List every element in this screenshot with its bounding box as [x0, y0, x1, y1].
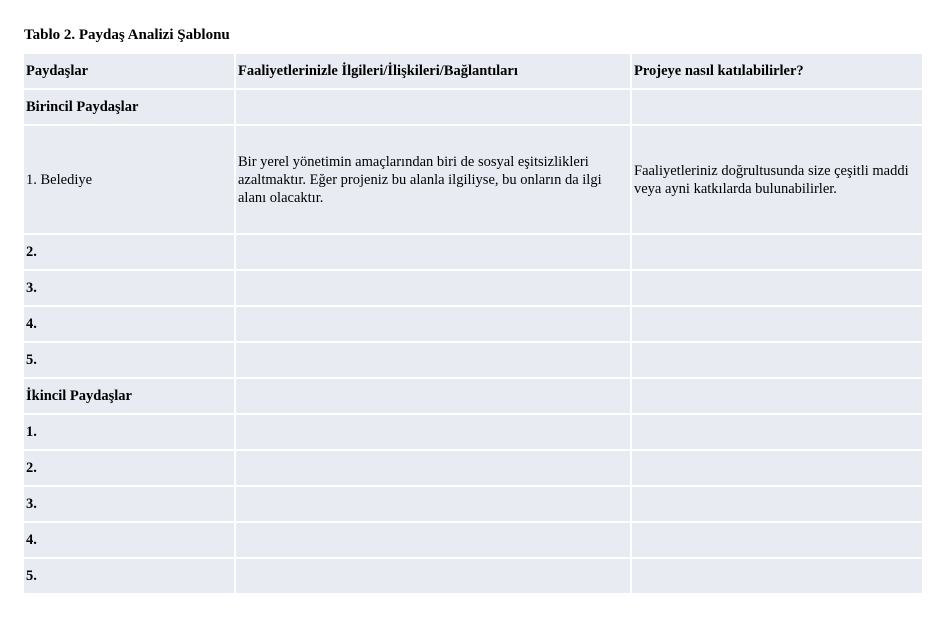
- relation-cell: [235, 558, 631, 594]
- table-row: [23, 125, 923, 234]
- section-title-secondary: İkincil Paydaşlar: [23, 378, 235, 414]
- relation-cell: [235, 522, 631, 558]
- table-row: [23, 234, 923, 270]
- table-cell: [235, 89, 631, 125]
- stakeholder-name-cell: 4.: [23, 306, 235, 342]
- table-header-row: [23, 53, 923, 89]
- table-cell: [631, 89, 923, 125]
- header-stakeholders: Paydaşlar: [23, 53, 235, 89]
- relation-cell: [235, 342, 631, 378]
- stakeholder-name-cell: 3.: [23, 270, 235, 306]
- table-row: [23, 342, 923, 378]
- table-row: [23, 414, 923, 450]
- section-title-primary: Birincil Paydaşlar: [23, 89, 235, 125]
- stakeholder-analysis-table: [22, 52, 924, 595]
- table-row: [23, 270, 923, 306]
- participation-cell: [631, 234, 923, 270]
- stakeholder-name-cell: 5.: [23, 342, 235, 378]
- table-row: [23, 558, 923, 594]
- relation-cell: [235, 414, 631, 450]
- relation-cell: [235, 486, 631, 522]
- stakeholder-name-cell: 1.: [23, 414, 235, 450]
- participation-cell: [631, 450, 923, 486]
- relation-cell: [235, 306, 631, 342]
- stakeholder-name-cell: 2.: [23, 450, 235, 486]
- table-cell: [235, 378, 631, 414]
- participation-cell: [631, 414, 923, 450]
- participation-cell: [631, 270, 923, 306]
- header-relations: Faaliyetlerinizle İlgileri/İlişkileri/Bağlantıları: [235, 53, 631, 89]
- stakeholder-name-cell: 5.: [23, 558, 235, 594]
- section-row-primary: [23, 89, 923, 125]
- table-row: [23, 486, 923, 522]
- table-row: [23, 306, 923, 342]
- relation-cell: [235, 450, 631, 486]
- participation-cell: [631, 342, 923, 378]
- stakeholder-name-cell: 2.: [23, 234, 235, 270]
- relation-cell: [235, 234, 631, 270]
- relation-cell: [235, 270, 631, 306]
- participation-cell: Faaliyetleriniz doğrultusunda size çeşitli maddi veya ayni katkılarda bulunabilirler.: [631, 125, 923, 234]
- table-row: [23, 450, 923, 486]
- participation-cell: [631, 522, 923, 558]
- participation-cell: [631, 306, 923, 342]
- header-participation: Projeye nasıl katılabilirler?: [631, 53, 923, 89]
- stakeholder-name-cell: 4.: [23, 522, 235, 558]
- table-caption: Tablo 2. Paydaş Analizi Şablonu: [24, 27, 230, 43]
- section-row-secondary: [23, 378, 923, 414]
- stakeholder-name-cell: 1. Belediye: [23, 125, 235, 234]
- participation-cell: [631, 558, 923, 594]
- relation-cell: Bir yerel yönetimin amaçlarından biri de sosyal eşitsizlikleri azaltmaktır. Eğer projeniz bu alanla ilgiliyse, bu onların da ilgi alanı olacaktır.: [235, 125, 631, 234]
- table-cell: [631, 378, 923, 414]
- table-row: [23, 522, 923, 558]
- stakeholder-name-cell: 3.: [23, 486, 235, 522]
- participation-cell: [631, 486, 923, 522]
